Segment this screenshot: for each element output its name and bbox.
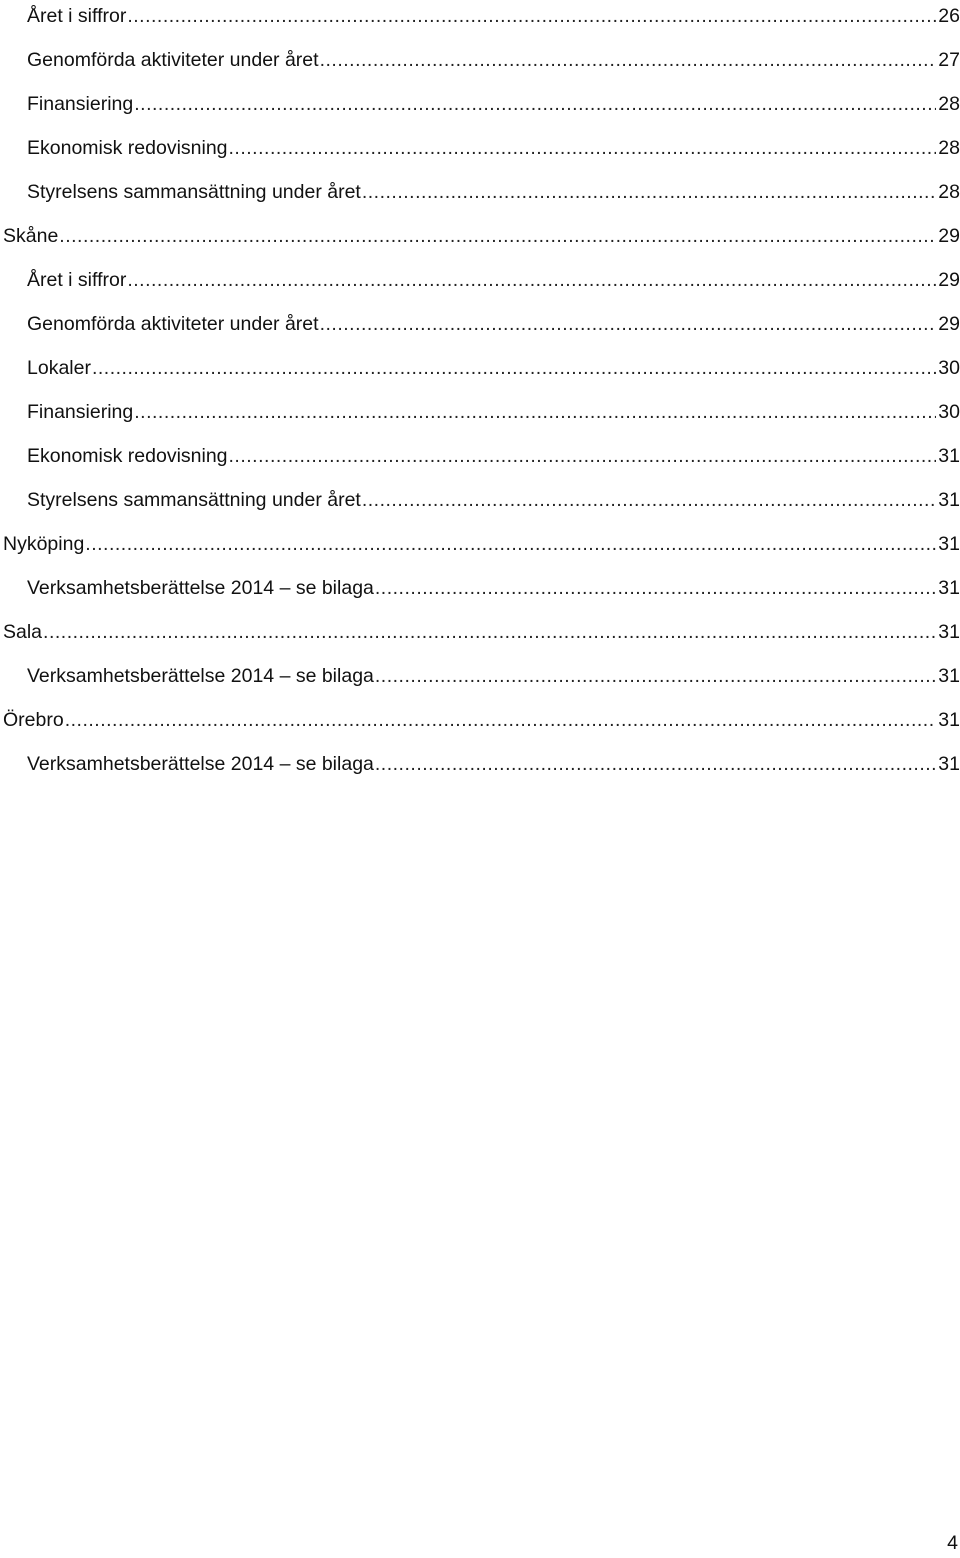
toc-dot-leader [375,660,936,692]
toc-dot-leader [375,572,936,604]
toc-entry-page: 29 [938,269,960,291]
toc-entry-page: 31 [938,577,960,599]
toc-entry[interactable] [27,0,960,32]
toc-entry-page: 28 [938,181,960,203]
toc-entry-page: 31 [938,753,960,775]
toc-dot-leader [134,88,936,120]
toc-entry-page: 29 [938,313,960,335]
toc-entry[interactable] [27,484,960,516]
toc-dot-leader [134,396,936,428]
toc-entry-page: 29 [938,225,960,247]
toc-entry-title: Ekonomisk redovisning [27,445,228,467]
toc-dot-leader [59,220,936,252]
toc-entry[interactable] [27,264,960,296]
toc-entry-page: 31 [938,489,960,511]
toc-entry-title: Nyköping [3,533,85,555]
toc-entry[interactable] [27,440,960,472]
toc-entry-title: Genomförda aktiviteter under året [27,313,319,335]
toc-dot-leader [320,308,936,340]
toc-entry[interactable] [27,352,960,384]
toc-entry[interactable] [27,308,960,340]
toc-entry-page: 31 [938,445,960,467]
toc-entry-title: Styrelsens sammansättning under året [27,489,361,511]
toc-entry-page: 27 [938,49,960,71]
toc-dot-leader [229,440,936,472]
toc-entry-title: Örebro [3,709,64,731]
toc-dot-leader [65,704,936,736]
toc-entry-title: Lokaler [27,357,91,379]
toc-entry-title: Genomförda aktiviteter under året [27,49,319,71]
toc-entry[interactable] [27,176,960,208]
toc-entry-page: 28 [938,137,960,159]
page-number: 4 [947,1532,958,1554]
toc-dot-leader [127,0,936,32]
toc-entry-page: 31 [938,533,960,555]
toc-entry-title: Året i siffror [27,269,127,291]
toc-entry-page: 31 [938,621,960,643]
toc-dot-leader [375,748,936,780]
toc-entry-title: Sala [3,621,43,643]
toc-entry-title: Verksamhetsberättelse 2014 – se bilaga [27,665,374,687]
toc-entry-page: 26 [938,5,960,27]
toc-entry-title: Året i siffror [27,5,127,27]
toc-dot-leader [362,484,936,516]
toc-entry-title: Styrelsens sammansättning under året [27,181,361,203]
toc-entry-page: 28 [938,93,960,115]
toc-entry[interactable] [27,44,960,76]
toc-entry-page: 30 [938,357,960,379]
toc-entry[interactable] [27,396,960,428]
toc-entry[interactable] [3,616,960,648]
toc-dot-leader [85,528,936,560]
toc-entry-page: 31 [938,709,960,731]
toc-entry[interactable] [3,528,960,560]
toc-entry[interactable] [27,572,960,604]
toc-dot-leader [43,616,936,648]
toc-entry-title: Skåne [3,225,59,247]
toc-entry[interactable] [3,704,960,736]
toc-entry[interactable] [27,748,960,780]
toc-entry-title: Verksamhetsberättelse 2014 – se bilaga [27,577,374,599]
toc-dot-leader [229,132,936,164]
toc-entry-title: Ekonomisk redovisning [27,137,228,159]
toc-entry[interactable] [27,660,960,692]
toc-entry-title: Verksamhetsberättelse 2014 – se bilaga [27,753,374,775]
toc-entry-title: Finansiering [27,401,134,423]
toc-dot-leader [320,44,936,76]
toc-entry[interactable] [27,88,960,120]
toc-entry-page: 30 [938,401,960,423]
toc-dot-leader [362,176,936,208]
toc-entry-title: Finansiering [27,93,134,115]
toc-entry[interactable] [3,220,960,252]
toc-dot-leader [92,352,936,384]
toc-entry-page: 31 [938,665,960,687]
toc-entry[interactable] [27,132,960,164]
toc-dot-leader [127,264,936,296]
